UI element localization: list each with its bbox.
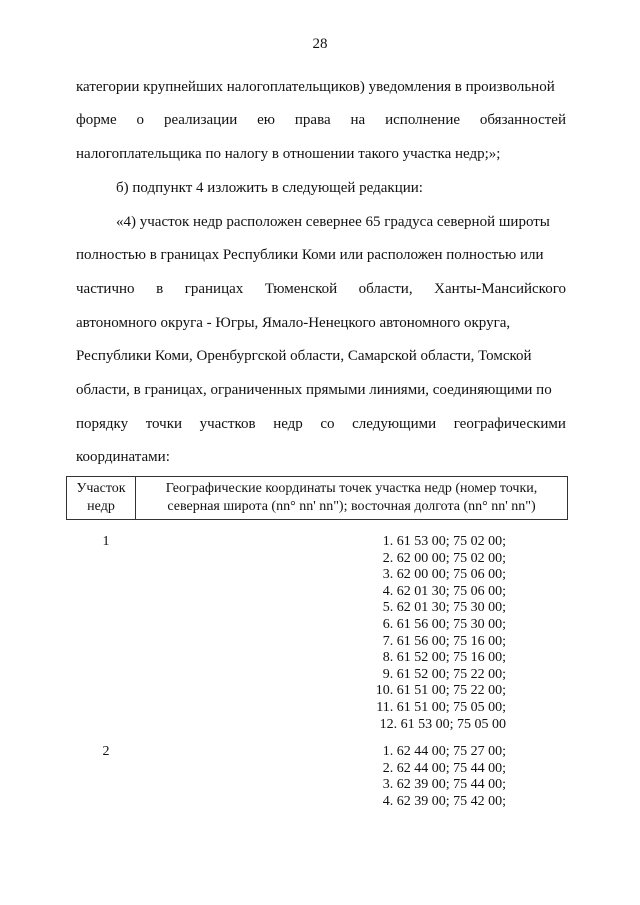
- word: ею: [257, 112, 276, 128]
- text-line-3: налогоплательщика по налогу в отношении такого участка недр;»;: [76, 146, 501, 162]
- coordinate-point: 12. 61 53 00; 75 05 00: [379, 716, 506, 732]
- header-plot: Участок недр: [67, 477, 136, 520]
- word: недр: [273, 416, 303, 432]
- coordinate-point: 3. 62 00 00; 75 06 00;: [382, 567, 506, 583]
- coordinate-point: 10. 61 51 00; 75 22 00;: [375, 683, 506, 699]
- word: о: [136, 112, 145, 128]
- word: следующими: [352, 416, 437, 432]
- word: участков: [199, 416, 256, 432]
- coordinate-point: 11. 61 51 00; 75 05 00;: [376, 699, 506, 715]
- word: форме: [76, 112, 117, 128]
- text-line-12: координатами:: [76, 449, 170, 465]
- word: точки: [145, 416, 183, 432]
- coordinate-point: 4. 62 39 00; 75 42 00;: [382, 793, 506, 809]
- page-number: 28: [312, 36, 328, 52]
- plot-number: 1: [102, 534, 110, 549]
- text-line-2: [76, 111, 566, 129]
- text-line-6: полностью в границах Республики Коми или расположен полностью или: [76, 247, 544, 263]
- table-header-row: [67, 477, 568, 520]
- text-line-1: категории крупнейших налогоплательщиков) уведомления в произвольной: [76, 79, 555, 95]
- word: Ханты-Мансийского: [434, 281, 566, 297]
- text-line-4: б) подпункт 4 изложить в следующей редакции:: [116, 180, 423, 196]
- word: географическими: [453, 416, 566, 432]
- text-line-11: [76, 415, 566, 433]
- text-line-8: автономного округа - Югры, Ямало-Ненецкого автономного округа,: [76, 315, 511, 331]
- header-coordinates: Географические координаты точек участка недр (номер точки, северная широта (nn° nn' nn"); восточная долгота (nn° nn' nn"): [136, 477, 568, 520]
- word: Тюменской: [264, 281, 338, 297]
- coordinate-point: 8. 61 52 00; 75 16 00;: [382, 650, 506, 666]
- coordinates-table: [66, 476, 568, 520]
- coordinate-point: 1. 61 53 00; 75 02 00;: [382, 534, 506, 549]
- word: порядку: [76, 416, 129, 432]
- coordinate-point: 7. 61 56 00; 75 16 00;: [382, 633, 506, 649]
- coordinate-list: [296, 744, 506, 810]
- coordinate-point: 2. 62 44 00; 75 44 00;: [382, 760, 506, 776]
- word: на: [350, 112, 366, 128]
- text-line-10: области, в границах, ограниченных прямыми линиями, соединяющими по: [76, 382, 552, 398]
- plot-number: 2: [102, 744, 110, 759]
- word: частично: [76, 281, 135, 297]
- word: границах: [184, 281, 244, 297]
- word: обязанностей: [479, 112, 566, 128]
- coordinate-point: 5. 62 01 30; 75 30 00;: [382, 600, 506, 616]
- word: права: [294, 112, 331, 128]
- word: в: [156, 281, 164, 297]
- coordinate-point: 2. 62 00 00; 75 02 00;: [382, 550, 506, 566]
- word: области,: [358, 281, 413, 297]
- word: исполнение: [385, 112, 461, 128]
- coordinate-point: 9. 61 52 00; 75 22 00;: [382, 666, 506, 682]
- coordinate-point: 4. 62 01 30; 75 06 00;: [382, 583, 506, 599]
- text-line-9: Республики Коми, Оренбургской области, Самарской области, Томской: [76, 348, 532, 364]
- coordinate-point: 1. 62 44 00; 75 27 00;: [382, 744, 506, 759]
- text-line-5: «4) участок недр расположен севернее 65 градуса северной широты: [116, 214, 550, 230]
- word: со: [320, 416, 335, 432]
- text-line-7: [76, 280, 566, 298]
- word: реализации: [163, 112, 238, 128]
- coordinate-list: [296, 534, 506, 733]
- coordinate-point: 3. 62 39 00; 75 44 00;: [382, 777, 506, 793]
- coordinate-point: 6. 61 56 00; 75 30 00;: [382, 616, 506, 632]
